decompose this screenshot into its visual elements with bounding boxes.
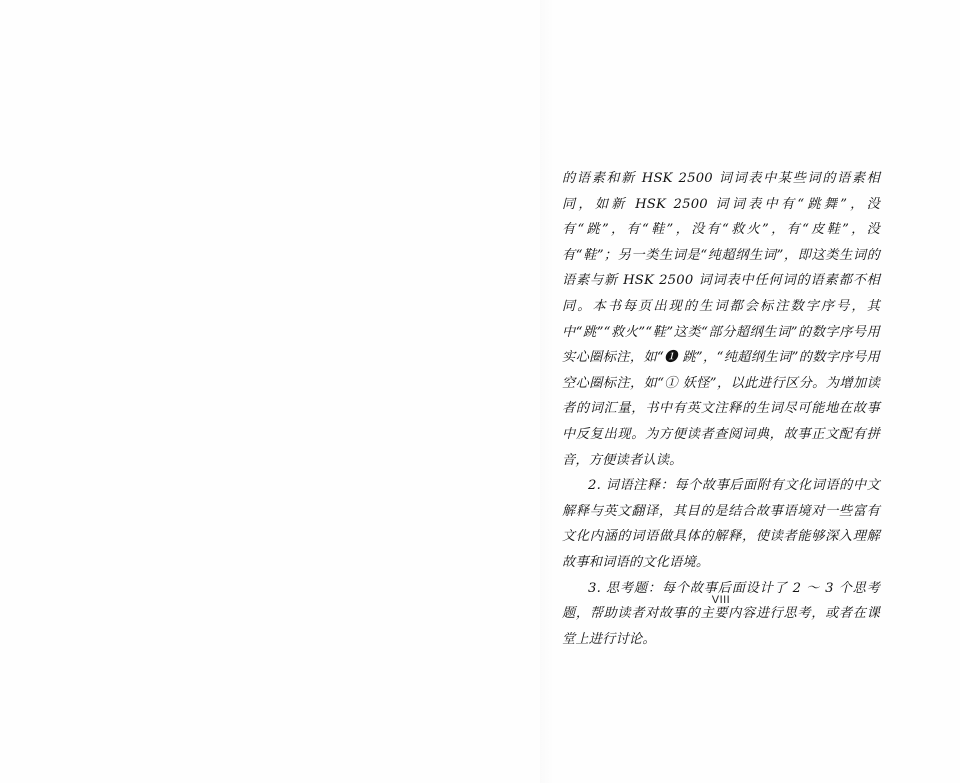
- paragraph-item-2: 2. 词语注释：每个故事后面附有文化词语的中文解释与英文翻译，其目的是结合故事语境对一些富有文化内涵的词语做具体的解释，使读者能够深入理解故事和词语的文化语境。: [562, 478, 880, 570]
- paragraph-item-3: 3. 思考题：每个故事后面设计了 2 ～ 3 个思考题，帮助读者对故事的主要内容进行思考，或者在课堂上进行讨论。: [562, 580, 880, 647]
- page-edge-shading: [540, 0, 554, 783]
- body-text-column: [562, 166, 880, 652]
- page-number: VIII: [711, 594, 731, 606]
- paragraph-continuation: 的语素和新 HSK 2500 词词表中某些词的语素相同，如新 HSK 2500 词词表中有“跳舞”，没有“跳”，有“鞋”，没有“救火”，有“皮鞋”，没有“鞋”；另一类生词是“纯超纲生词”，即这类生词的语素与新 HSK 2500 词词表中任何词的语素都不相同。本书每页出现的生词都会标注数字序号，其中“跳”“救火”“鞋”这类“部分超纲生词”的数字序号用实心圈标注，如“❶ 跳”，“纯超纲生词”的数字序号用空心圈标注，如“① 妖怪”，以此进行区分。为增加读者的词汇量，书中有英文注释的生词尽可能地在故事中反复出现。为方便读者查阅词典，故事正文配有拼音，方便读者认读。: [562, 171, 880, 468]
